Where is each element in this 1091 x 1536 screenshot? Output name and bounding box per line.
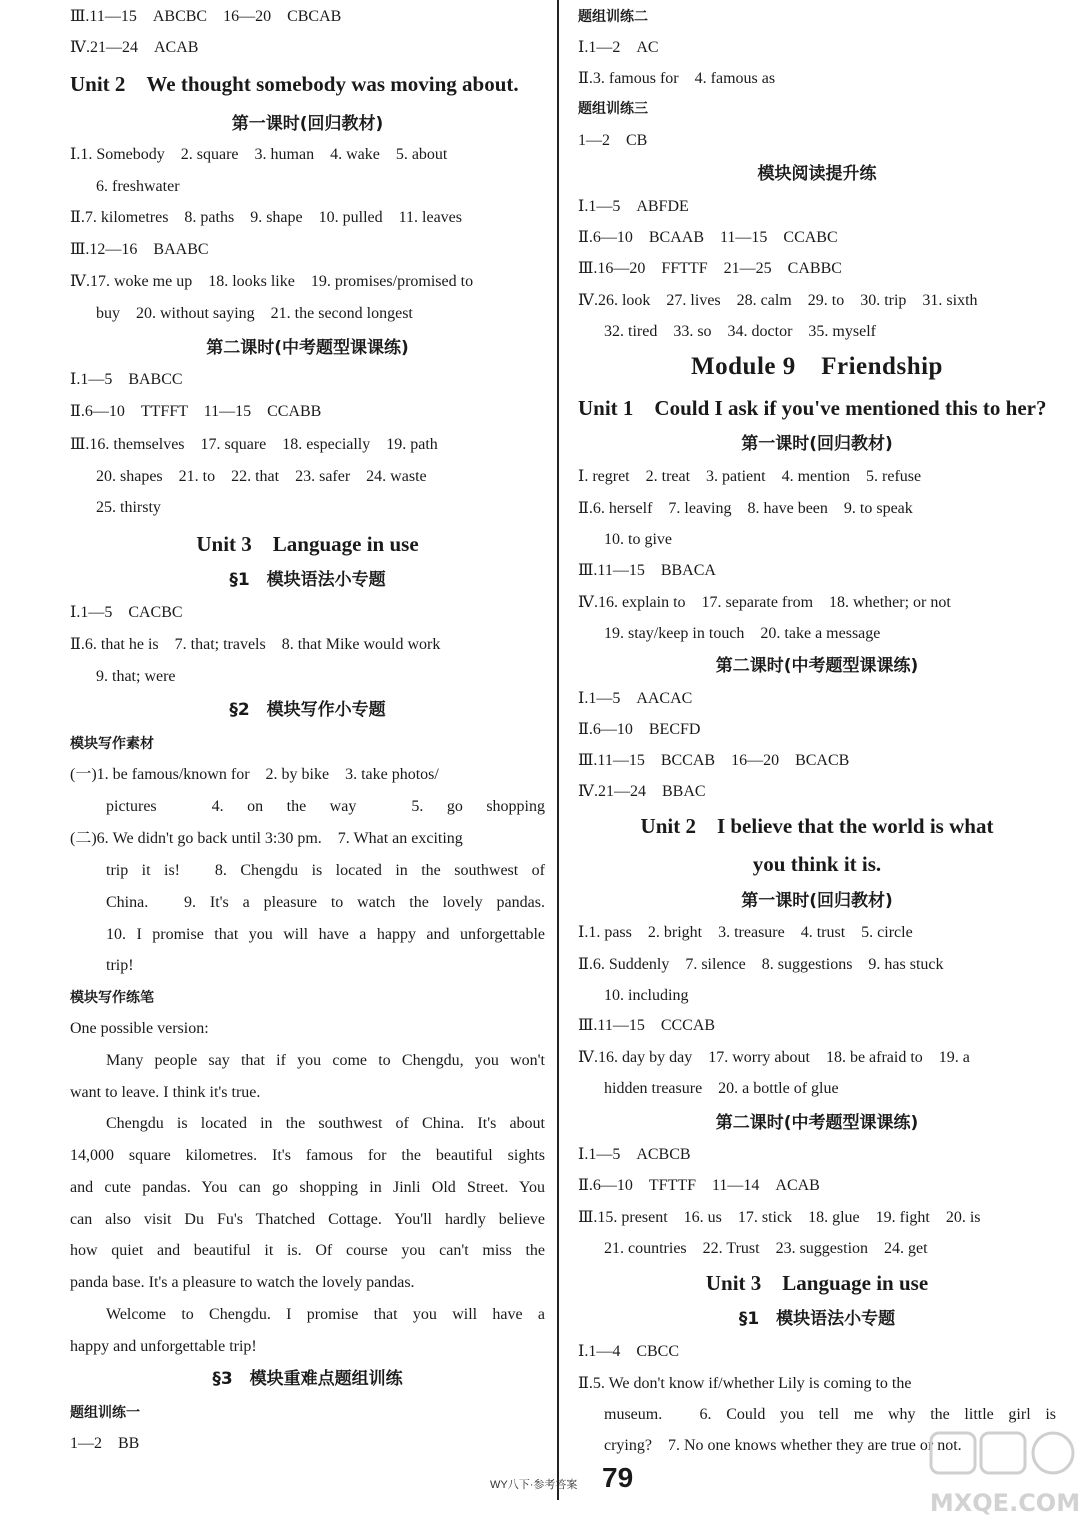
right-line-19: Ⅳ.16. explain to 17. separate from 18. whether; or not	[578, 594, 951, 611]
left-line-41: Welcome to Chengdu. I promise that you will have a	[106, 1306, 545, 1323]
left-line-27: trip it is! 8. Chengdu is located in the southwest of	[106, 862, 545, 879]
left-line-20: Ⅱ.6. that he is 7. that; travels 8. that Mike would work	[70, 636, 441, 653]
right-line-1: 题组训练二	[578, 9, 648, 25]
left-line-11: 第二课时(中考题型课课练)	[206, 338, 409, 358]
left-line-33: Many people say that if you come to Chengdu, you won't	[106, 1052, 545, 1069]
right-line-5: 1—2 CB	[578, 132, 648, 149]
right-line-16: Ⅱ.6. herself 7. leaving 8. have been 9. to speak	[578, 500, 913, 517]
left-line-2: Ⅳ.21—24 ACAB	[70, 39, 199, 56]
left-line-23: 模块写作素材	[70, 736, 154, 752]
right-line-40: Unit 3 Language in use	[705, 1271, 929, 1295]
left-line-18: §1 模块语法小专题	[229, 570, 386, 590]
right-line-15: Ⅰ. regret 2. treat 3. patient 4. mention 5. refuse	[578, 468, 922, 485]
right-line-39: 21. countries 22. Trust 23. suggestion 24. get	[604, 1240, 928, 1257]
right-line-37: Ⅱ.6—10 TFTTF 11—14 ACAB	[578, 1177, 820, 1194]
svg-text:MXQE.COM: MXQE.COM	[929, 1489, 1081, 1517]
right-line-43: Ⅱ.5. We don't know if/whether Lily is coming to the	[578, 1375, 912, 1392]
left-line-9: Ⅳ.17. woke me up 18. looks like 19. promises/promised to	[70, 273, 474, 290]
right-line-23: Ⅱ.6—10 BECFD	[578, 721, 701, 738]
right-line-41: §1 模块语法小专题	[738, 1309, 896, 1329]
left-line-45: 1—2 BB	[70, 1435, 140, 1452]
right-line-44: museum. 6. Could you tell me why the little girl is	[604, 1406, 1056, 1423]
left-line-31: 模块写作练笔	[70, 990, 154, 1006]
left-line-25: pictures 4. on the way 5. go shopping	[106, 798, 545, 815]
left-line-38: can also visit Du Fu's Thatched Cottage. You'll hardly believe	[70, 1211, 545, 1228]
right-line-10: Ⅳ.26. look 27. lives 28. calm 29. to 30. trip 31. sixth	[578, 292, 978, 309]
right-line-18: Ⅲ.11—15 BBACA	[578, 562, 716, 579]
right-line-32: Ⅲ.11—15 CCCAB	[578, 1017, 716, 1034]
column-divider	[557, 0, 559, 1500]
left-line-8: Ⅲ.12—16 BAABC	[70, 241, 209, 258]
right-line-24: Ⅲ.11—15 BCCAB 16—20 BCACB	[578, 752, 850, 769]
left-line-16: 25. thirsty	[96, 499, 161, 516]
left-line-19: Ⅰ.1—5 CACBC	[70, 604, 183, 621]
watermark-logo	[925, 1425, 1085, 1525]
left-line-17: Unit 3 Language in use	[196, 532, 419, 556]
right-line-13: Unit 1 Could I ask if you've mentioned this to her?	[578, 396, 1047, 420]
right-line-17: 10. to give	[604, 531, 672, 548]
right-line-30: Ⅱ.6. Suddenly 7. silence 8. suggestions 9. has stuck	[578, 956, 944, 973]
right-line-33: Ⅳ.16. day by day 17. worry about 18. be afraid to 19. a	[578, 1049, 970, 1066]
left-line-14: Ⅲ.16. themselves 17. square 18. especially 19. path	[70, 436, 438, 453]
right-line-7: Ⅰ.1—5 ABFDE	[578, 198, 689, 215]
right-line-11: 32. tired 33. so 34. doctor 35. myself	[604, 323, 876, 340]
left-line-42: happy and unforgettable trip!	[70, 1338, 257, 1355]
right-line-6: 模块阅读提升练	[757, 164, 877, 184]
left-line-29: 10. I promise that you will have a happy and unforgettable	[106, 926, 545, 943]
left-line-40: panda base. It's a pleasure to watch the lovely pandas.	[70, 1274, 415, 1291]
left-line-34: want to leave. I think it's true.	[70, 1084, 261, 1101]
right-line-14: 第一课时(回归教材)	[741, 434, 893, 454]
right-line-8: Ⅱ.6—10 BCAAB 11—15 CCABC	[578, 229, 838, 246]
right-line-31: 10. including	[604, 987, 689, 1004]
right-line-28: 第一课时(回归教材)	[741, 891, 893, 911]
right-line-45: crying? 7. No one knows whether they are true or not.	[604, 1437, 962, 1454]
left-line-12: Ⅰ.1—5 BABCC	[70, 371, 183, 388]
left-line-44: 题组训练一	[70, 1405, 140, 1421]
left-line-35: Chengdu is located in the southwest of China. It's about	[106, 1115, 545, 1132]
left-line-24: (一)1. be famous/known for 2. by bike 3. take photos/	[70, 766, 439, 783]
left-line-21: 9. that; were	[96, 668, 176, 685]
left-line-6: 6. freshwater	[96, 178, 180, 195]
left-line-10: buy 20. without saying 21. the second longest	[96, 305, 413, 322]
right-line-42: Ⅰ.1—4 CBCC	[578, 1343, 680, 1360]
left-line-39: how quiet and beautiful it is. Of course you can't miss the	[70, 1242, 545, 1259]
left-line-15: 20. shapes 21. to 22. that 23. safer 24. waste	[96, 468, 427, 485]
right-line-25: Ⅳ.21—24 BBAC	[578, 783, 706, 800]
right-line-26: Unit 2 I believe that the world is what	[640, 814, 994, 838]
page-number: 79	[602, 1462, 634, 1493]
right-line-3: Ⅱ.3. famous for 4. famous as	[578, 70, 776, 87]
left-line-4: 第一课时(回归教材)	[231, 114, 384, 134]
left-line-37: and cute pandas. You can go shopping in Jinli Old Street. You	[70, 1179, 545, 1196]
right-line-36: Ⅰ.1—5 ACBCB	[578, 1146, 691, 1163]
right-line-35: 第二课时(中考题型课课练)	[715, 1113, 919, 1133]
right-line-4: 题组训练三	[578, 101, 648, 117]
right-line-21: 第二课时(中考题型课课练)	[715, 656, 919, 676]
right-line-20: 19. stay/keep in touch 20. take a message	[604, 625, 881, 642]
right-line-29: Ⅰ.1. pass 2. bright 3. treasure 4. trust 5. circle	[578, 924, 913, 941]
left-line-7: Ⅱ.7. kilometres 8. paths 9. shape 10. pulled 11. leaves	[70, 209, 462, 226]
left-line-22: §2 模块写作小专题	[229, 700, 386, 720]
left-line-26: (二)6. We didn't go back until 3:30 pm. 7. What an exciting	[70, 830, 463, 847]
left-line-36: 14,000 square kilometres. It's famous for the beautiful sights	[70, 1147, 545, 1164]
page-footer: WY八下·参考答案	[490, 1479, 578, 1491]
left-line-3: Unit 2 We thought somebody was moving about.	[70, 72, 519, 96]
left-line-30: trip!	[106, 957, 134, 974]
right-line-38: Ⅲ.15. present 16. us 17. stick 18. glue 19. fight 20. is	[578, 1209, 981, 1226]
right-line-12: Module 9 Friendship	[691, 353, 943, 380]
left-line-5: Ⅰ.1. Somebody 2. square 3. human 4. wake 5. about	[70, 146, 448, 163]
left-line-1: Ⅲ.11—15 ABCBC 16—20 CBCAB	[70, 8, 342, 25]
right-line-22: Ⅰ.1—5 AACAC	[578, 690, 693, 707]
right-line-9: Ⅲ.16—20 FFTTF 21—25 CABBC	[578, 260, 842, 277]
left-line-32: One possible version:	[70, 1020, 209, 1037]
right-line-2: Ⅰ.1—2 AC	[578, 39, 659, 56]
left-line-43: §3 模块重难点题组训练	[212, 1369, 403, 1389]
right-line-34: hidden treasure 20. a bottle of glue	[604, 1080, 839, 1097]
right-line-27: you think it is.	[752, 852, 882, 876]
left-line-13: Ⅱ.6—10 TTFFT 11—15 CCABB	[70, 403, 322, 420]
left-line-28: China. 9. It's a pleasure to watch the lovely pandas.	[106, 894, 545, 911]
